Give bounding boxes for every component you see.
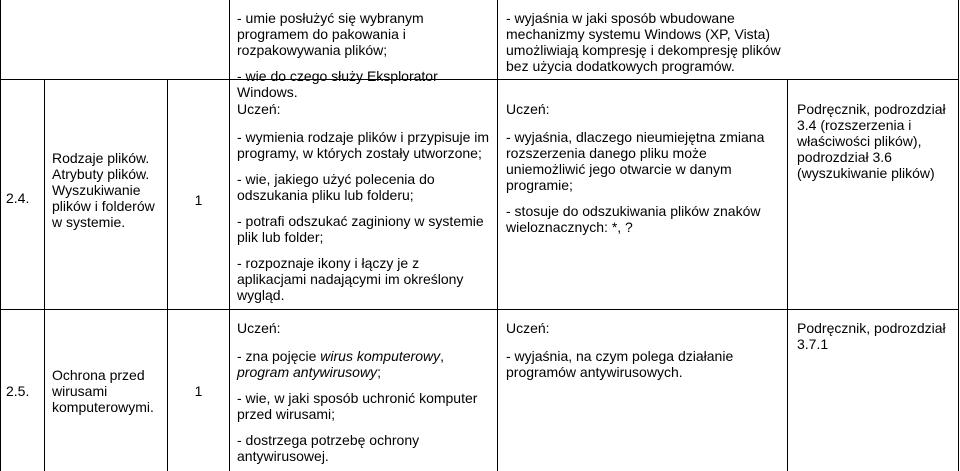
basic-item: - wie, w jaki sposób uchronić komputer przed wirusami; [237, 390, 478, 422]
row-basic-outcomes [237, 320, 492, 464]
row-extended-outcomes [506, 101, 782, 235]
top-outcome-1: - umie posłużyć się wybranym programem do pakowania i rozpakowywania plików; [237, 10, 424, 58]
top-extended-outcomes [506, 10, 782, 74]
extended-item: - stosuje do odszukiwania plików znaków wieloznacznych: *, ? [506, 203, 761, 235]
basic-item-suffix: ; [377, 364, 381, 380]
term-antivirus-program: program antywirusowy [237, 364, 378, 380]
row-sources: Podręcznik, podrozdział 3.4 (rozszerzenia i właściwości plików), podrozdział 3.6 (wyszukiwanie plików) [797, 101, 946, 181]
table-border-col6 [958, 0, 959, 471]
row-hours: 1 [194, 383, 203, 399]
row-topic: Ochrona przed wirusami komputerowymi. [52, 367, 154, 415]
term-computer-virus: wirus komputerowy [320, 348, 441, 364]
table-border-row2 [0, 309, 959, 310]
basic-item: - dostrzega potrzebę ochrony antywirusowej. [237, 432, 420, 464]
basic-item-prefix: - zna pojęcie [237, 348, 321, 364]
basic-item-separator: , [440, 348, 444, 364]
basic-item: - potrafi odszukać zaginiony w systemie plik lub folder; [237, 213, 484, 245]
basic-item: - wie, jakiego użyć polecenia do odszukania pliku lub folderu; [237, 171, 435, 203]
row-hours: 1 [194, 192, 203, 208]
table-border-col3 [229, 0, 230, 471]
row-topic: Rodzaje plików. Atrybuty plików. Wyszukiwanie plików i folderów w systemie. [52, 150, 155, 230]
extended-item: - wyjaśnia, na czym polega działanie programów antywirusowych. [506, 348, 734, 380]
table-border-col5 [787, 80, 788, 471]
table-border-col1 [44, 80, 45, 471]
extended-item: - wyjaśnia, dlaczego nieumiejętna zmiana rozszerzenia danego pliku może uniemożliwić jego otwarcie w danym programie; [506, 129, 765, 193]
table-border-col0 [0, 0, 1, 471]
basic-item [237, 348, 492, 380]
basic-item: - wymienia rodzaje plików i przypisuje im programy, w których zostały utworzone; [237, 129, 490, 161]
row-number: 2.5. [6, 383, 30, 399]
row-basic-outcomes [237, 101, 492, 303]
top-learning-outcomes [237, 10, 492, 100]
basic-item: - rozpoznaje ikony i łączy je z aplikacjami nadającymi im określony wygląd. [237, 255, 464, 303]
basic-heading: Uczeń: [237, 320, 281, 336]
top-outcome-2: - wie do czego służy Eksplorator Windows. [237, 68, 438, 100]
basic-heading: Uczeń: [237, 101, 281, 117]
table-border-col4 [497, 0, 498, 471]
row-extended-outcomes [506, 320, 782, 380]
row-number: 2.4. [6, 190, 30, 206]
extended-heading: Uczeń: [506, 101, 550, 117]
table-border-col2 [167, 80, 168, 471]
top-extended-1: - wyjaśnia w jaki sposób wbudowane mechanizmy systemu Windows (XP, Vista) umożliwiają kompresję i dekompresję plików bez użycia dodatkowych programów. [506, 10, 781, 74]
row-sources: Podręcznik, podrozdział 3.7.1 [797, 320, 946, 352]
extended-heading: Uczeń: [506, 320, 550, 336]
